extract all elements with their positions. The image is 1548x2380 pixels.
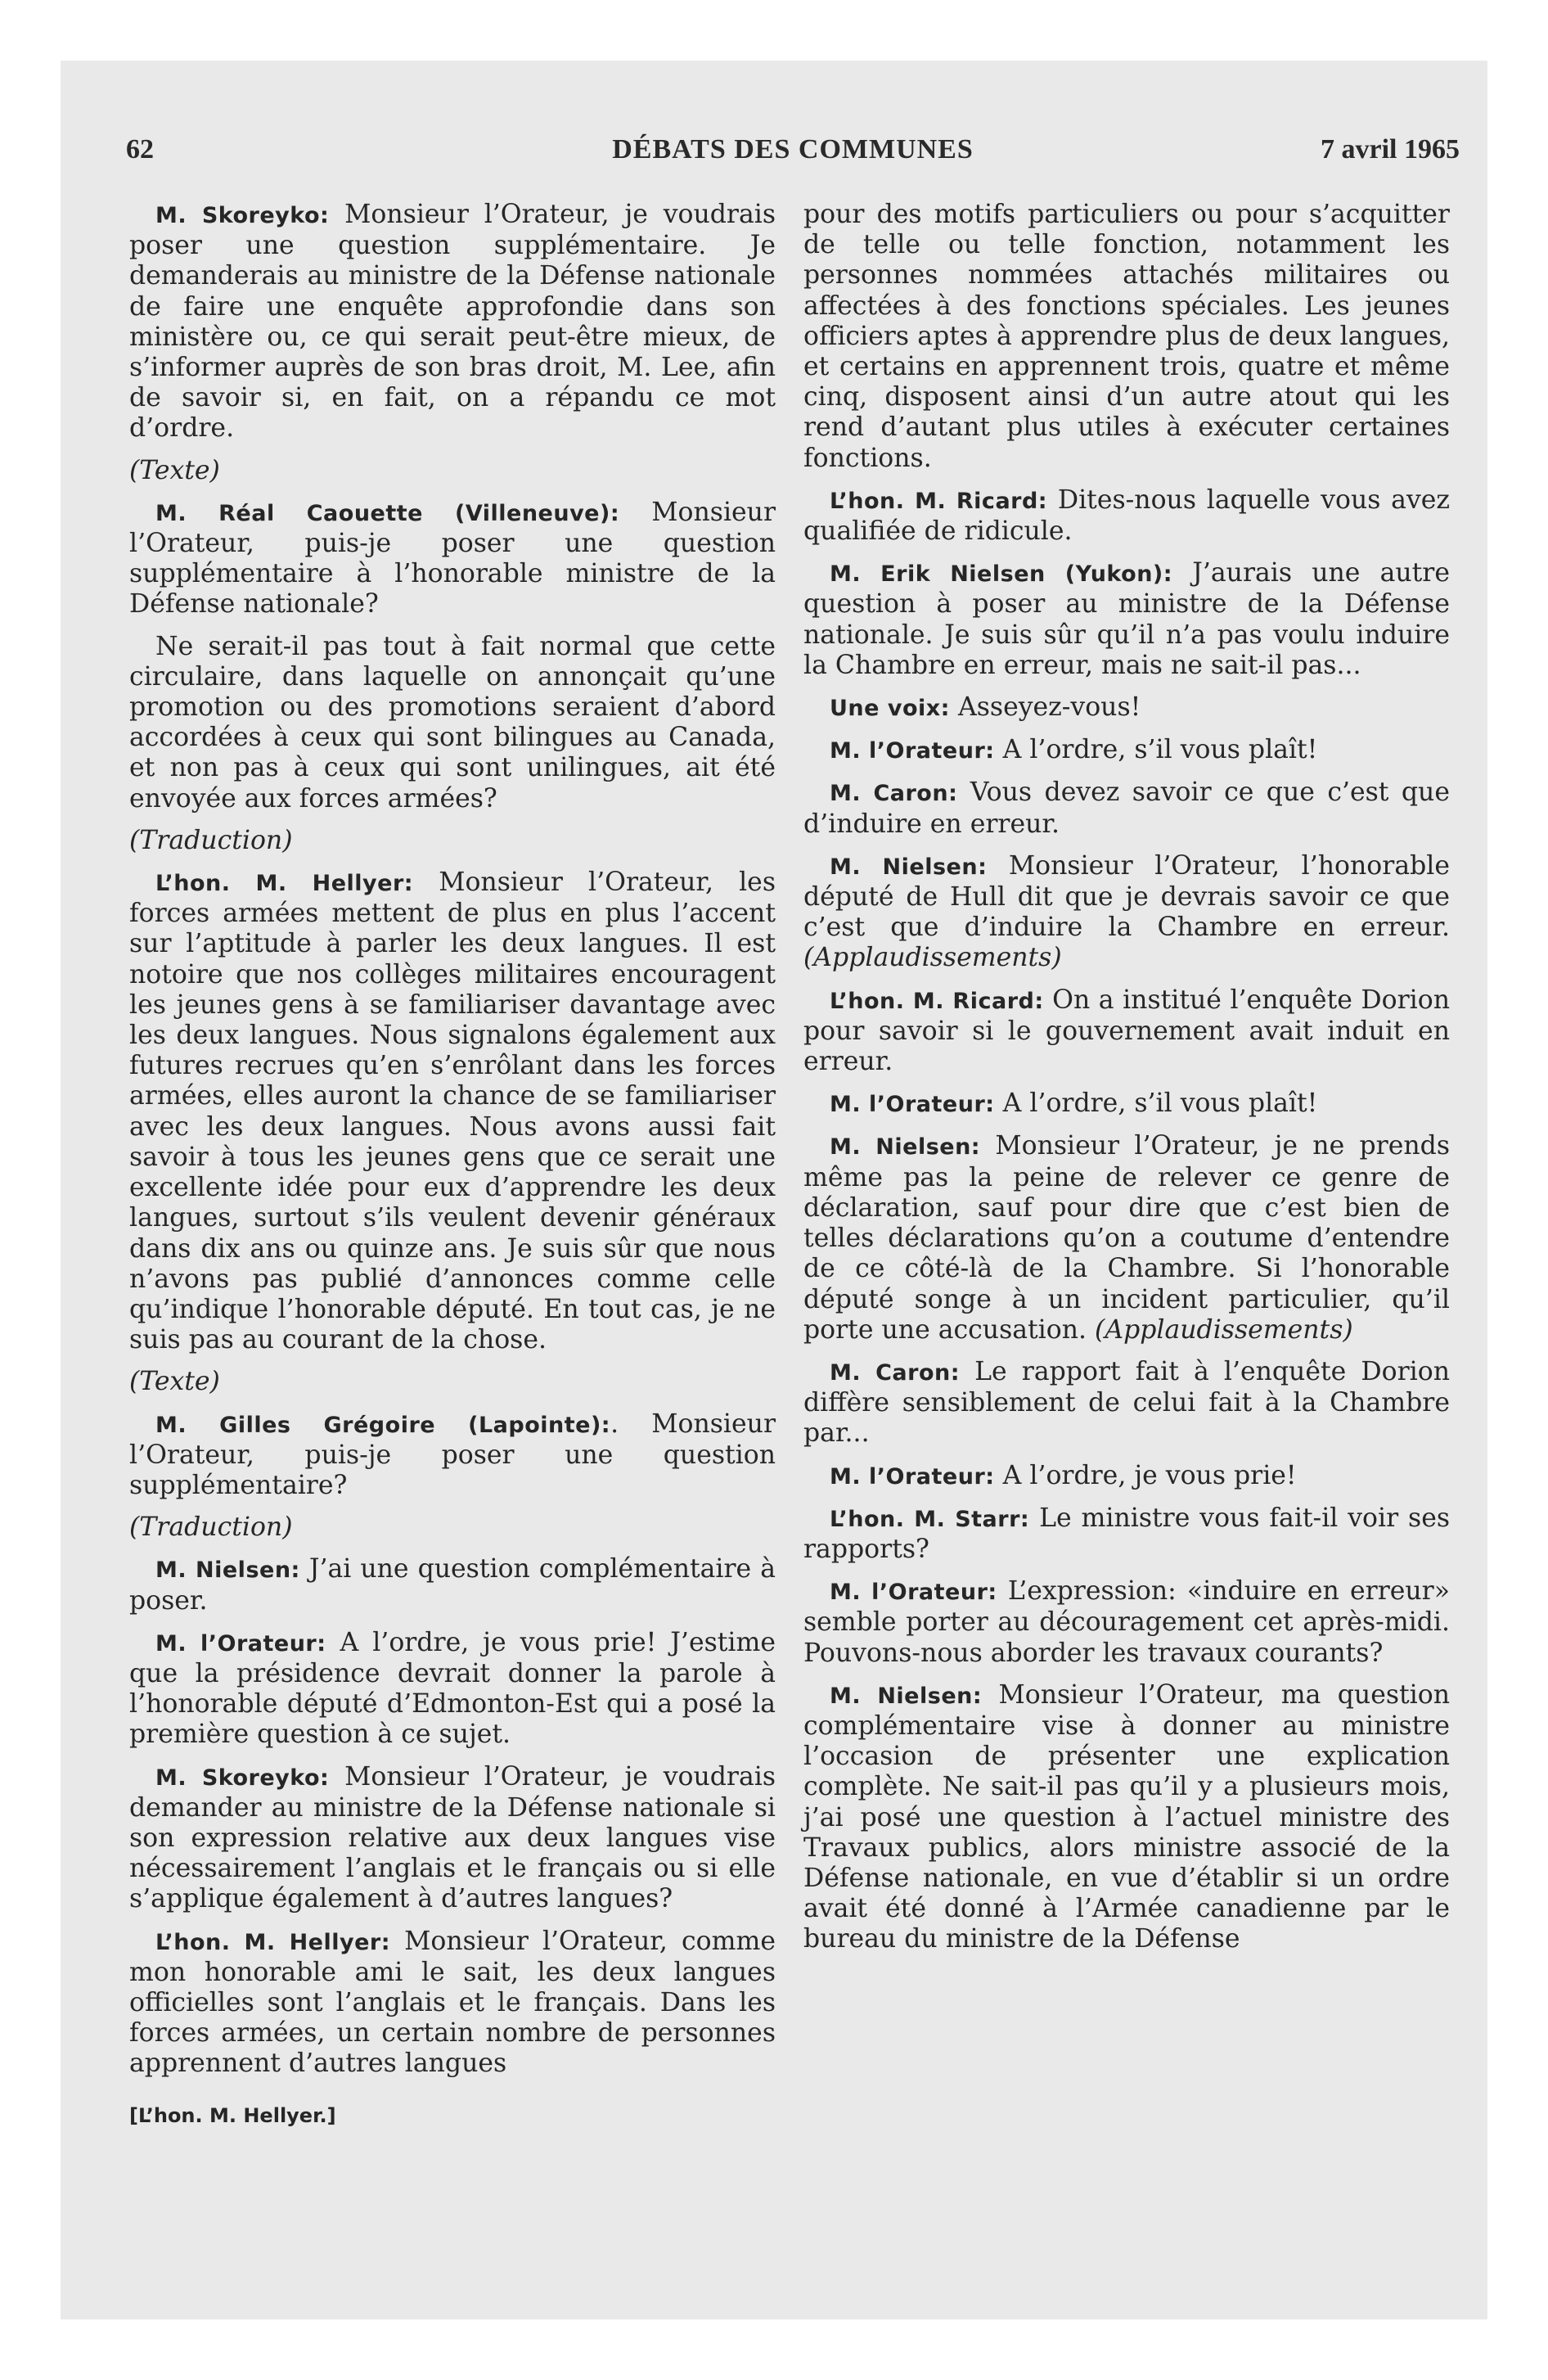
speech-paragraph [129, 868, 776, 1355]
speech-text: Monsieur l’Orateur, je voudrais poser une question supplémentaire. Je demanderais au ministre de la Défense nationale de faire une enquête approfondie dans son ministère ou, ce qui serait peut-être mieux, de s’informer auprès de son bras droit, M. Lee, afin de savoir si, en fait, on a répandu ce mot d’ordre. [129, 200, 776, 444]
speech-paragraph [803, 1357, 1450, 1449]
speech-text: Monsieur l’Orateur, les forces armées mettent de plus en plus l’accent sur l’aptitude à parler les deux langues. Il est notoire que nos collèges militaires encouragent les jeunes gens à se familiariser davantage avec les deux langues. Nous signalons également aux futures recrues qu’en s’enrôlant dans les forces armées, elles auront la chance de se familiariser avec les deux langues. Nous avons aussi fait savoir à tous les jeunes gens que ce serait une excellente idée pour eux d’apprendre les deux langues, surtout s’ils veulent devenir généraux dans dix ans ou quinze ans. Je suis sûr que nous n’avons pas publié d’annonces comme celle qu’indique l’honorable député. En tout cas, je ne suis pas au courant de la chose. [129, 868, 776, 1355]
speech-text: Monsieur l’Orateur, comme mon honorable ami le sait, les deux langues officielles sont l’anglais et le français. Dans les forces armées, un certain nombre de personnes apprennent d’autres langues [129, 1926, 776, 2079]
speech-paragraph [803, 1461, 1450, 1492]
applause-note: (Applaudissements) [803, 943, 1062, 973]
speaker-name: L’hon. M. Hellyer: [155, 1929, 391, 1955]
speaker-name: L’hon. M. Ricard: [830, 488, 1048, 514]
speaker-name: M. Caron: [830, 781, 958, 807]
speech-text: Asseyez-vous! [949, 692, 1141, 723]
speech-text: Dites-nous laquelle vous avez qualifiée de ridicule. [803, 485, 1450, 547]
page-number: 62 [126, 134, 154, 165]
speech-text: On a institué l’enquête Dorion pour savoir si le gouvernement avait induit en erreur. [803, 985, 1450, 1077]
speech-text: J’ai une question complémentaire à poser. [129, 1554, 776, 1616]
speaker-name: M. l’Orateur: [830, 1463, 995, 1490]
speech-paragraph [803, 735, 1450, 766]
page-header [126, 134, 1460, 175]
speech-paragraph [129, 1628, 776, 1751]
page-date: 7 avril 1965 [1321, 134, 1460, 165]
paragraph: Ne serait-il pas tout à fait normal que cette circulaire, dans laquelle on annonçait qu’une promotion ou des promotions seraient d’abord accordées à ceux qui sont bilingues au Canada, et non pas à ceux qui sont unilingues, ait été envoyée aux forces armées? [129, 631, 776, 814]
speech-paragraph [803, 1089, 1450, 1120]
speaker-name: M. Skoreyko: [155, 1765, 330, 1791]
speech-paragraph [803, 778, 1450, 839]
speech-paragraph [803, 1680, 1450, 1955]
speaker-name: M. Erik Nielsen (Yukon): [830, 561, 1173, 588]
speech-paragraph [803, 485, 1450, 547]
speech-text: Monsieur l’Orateur, ma question complémentaire vise à donner au ministre l’occasion de présenter une explication complète. Ne sait-il pas qu’il y a plusieurs mois, j’ai posé une question à l’actuel ministre des Travaux publics, alors ministre associé de la Défense nationale, en vue d’établir si un ordre avait été donné à l’Armée canadienne par le bureau du ministre de la Défense [803, 1679, 1450, 1954]
speaker-name: L’hon. M. Ricard: [830, 988, 1044, 1014]
speech-text: Le rapport fait à l’enquête Dorion diffère sensiblement de celui fait à la Chambre par... [803, 1356, 1450, 1449]
speech-paragraph [803, 985, 1450, 1078]
speech-text: . Monsieur l’Orateur, puis-je poser une question supplémentaire? [129, 1409, 776, 1500]
speech-paragraph [129, 1927, 776, 2080]
speaker-name: M. Nielsen: [830, 1134, 981, 1161]
speech-paragraph [803, 692, 1450, 723]
language-note: (Texte) [129, 1367, 220, 1397]
speech-paragraph [803, 1131, 1450, 1345]
speech-text: A l’ordre, je vous prie! [994, 1460, 1297, 1490]
speaker-name: M. l’Orateur: [155, 1630, 326, 1657]
speaker-name: M. Nielsen: [830, 1683, 983, 1709]
footer-label: [L’hon. M. Hellyer.] [129, 2103, 336, 2127]
right-column [803, 200, 1450, 1967]
speaker-name: Une voix: [830, 696, 950, 722]
speaker-name: M. l’Orateur: [830, 1092, 995, 1118]
speech-paragraph [803, 1503, 1450, 1565]
speaker-name: M. l’Orateur: [830, 1580, 997, 1606]
speaker-name: M. Gilles Grégoire (Lapointe): [155, 1412, 611, 1438]
speech-paragraph [803, 558, 1450, 681]
speaker-name: M. l’Orateur: [830, 738, 995, 764]
speech-text: A l’ordre, je vous prie! J’estime que la présidence devrait donner la parole à l’honorable député d’Edmonton-Est qui a posé la première question à ce sujet. [129, 1627, 776, 1750]
speech-paragraph [129, 498, 776, 620]
speech-text: Le ministre vous fait-il voir ses rapports? [803, 1503, 1450, 1564]
scanned-page [61, 61, 1487, 2319]
language-note: (Traduction) [129, 825, 293, 855]
speech-text: Monsieur l’Orateur, l’honorable député de Hull dit que je devrais savoir ce que c’est que d’induire la Chambre en erreur. [803, 850, 1450, 943]
language-note: (Traduction) [129, 1512, 293, 1543]
language-note: (Texte) [129, 455, 220, 485]
speech-text: A l’ordre, s’il vous plaît! [994, 1089, 1318, 1119]
speaker-name: M. Caron: [830, 1359, 961, 1386]
speech-text: L’expression: «induire en erreur» semble porter au découragement cet après-midi. Pouvons-nous aborder les travaux courants? [803, 1576, 1451, 1668]
speaker-name: M. Nielsen: [830, 854, 988, 880]
speaker-name: M. Skoreyko: [155, 203, 330, 228]
speech-text: J’aurais une autre question à poser au ministre de la Défense nationale. Je suis sûr qu’il n’a pas voulu induire la Chambre en erreur, mais ne sait-il pas... [803, 558, 1451, 680]
applause-note: (Applaudissements) [1087, 1314, 1353, 1345]
speech-paragraph [803, 851, 1450, 974]
speech-text: Monsieur l’Orateur, je voudrais demander au ministre de la Défense nationale si son expression relative aux deux langues vise nécessairement l’anglais et le français ou si elle s’applique également à d’autres langues? [129, 1761, 776, 1914]
speech-paragraph [129, 200, 776, 444]
speech-paragraph [129, 1762, 776, 1915]
speaker-name: L’hon. M. Starr: [830, 1506, 1030, 1532]
speaker-name: M. Nielsen: [155, 1557, 300, 1584]
speech-text: Monsieur l’Orateur, je ne prends même pas la peine de relever ce genre de déclaration, sauf pour dire que c’est bien de telles déclarations qu’on a coutume d’entendre de ce côté-là de la Chambre. Si l’honorable député songe à un incident particulier, qu’il porte une accusation. [803, 1131, 1450, 1345]
speech-text: Monsieur l’Orateur, puis-je poser une question supplémentaire à l’honorable ministre de la Défense nationale? [129, 497, 776, 620]
speech-text: Vous devez savoir ce que c’est que d’induire en erreur. [803, 778, 1450, 839]
speaker-name: M. Réal Caouette (Villeneuve): [155, 500, 620, 526]
speaker-name: L’hon. M. Hellyer: [155, 871, 414, 897]
speech-paragraph [129, 1554, 776, 1616]
paragraph-continued: pour des motifs particuliers ou pour s’acquitter de telle ou telle fonction, notamment les personnes nommées attachés militaires ou affectées à des fonctions spéciales. Les jeunes officiers aptes à apprendre plus de deux langues, et certains en apprennent trois, quatre et même cinq, disposent ainsi d’un autre atout qui les rend d’autant plus utiles à exécuter certaines fonctions. [803, 200, 1450, 473]
page-title: DÉBATS DES COMMUNES [612, 134, 974, 165]
speech-paragraph [129, 1409, 776, 1502]
left-column [129, 200, 776, 2131]
speech-text: A l’ordre, s’il vous plaît! [994, 735, 1318, 765]
speech-paragraph [803, 1576, 1450, 1669]
